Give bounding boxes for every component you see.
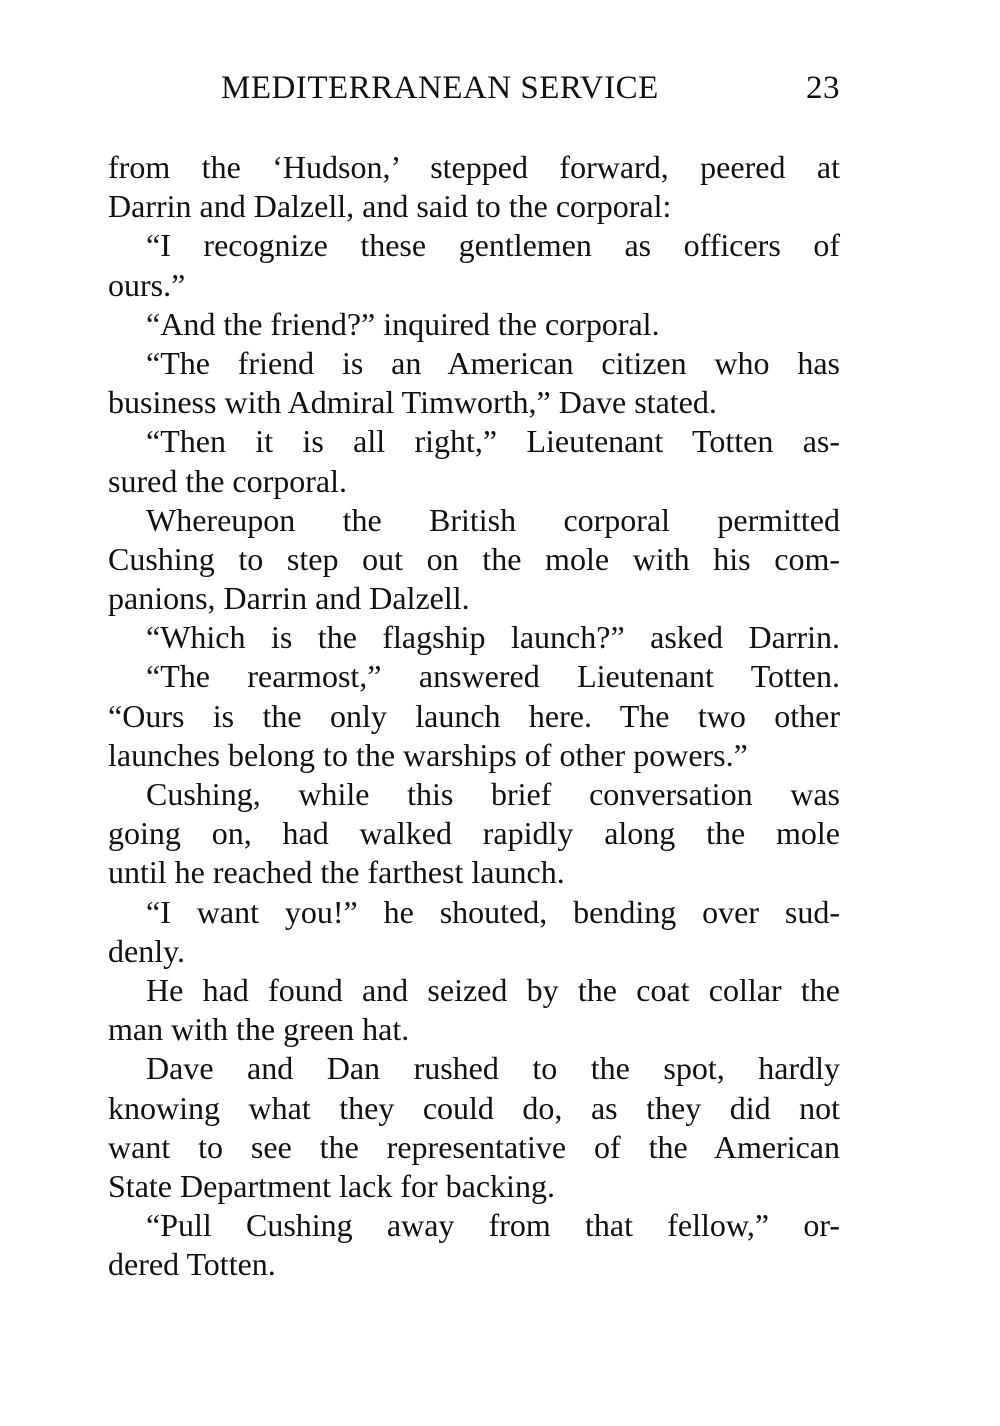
text-line: “Ours is the only launch here. The two other [108,697,840,734]
running-title: MEDITERRANEAN SERVICE [221,70,659,106]
text-line: “Then it is all right,” Lieutenant Totten as- [146,423,840,460]
text-line: knowing what they could do, as they did not [108,1089,840,1126]
text-line: “Pull Cushing away from that fellow,” or- [146,1207,840,1244]
text-line: man with the green hat. [108,1011,410,1048]
text-line: panions, Darrin and Dalzell. [108,580,470,617]
text-line: business with Admiral Timworth,” Dave stated. [108,384,717,421]
text-line: ours.” [108,266,186,303]
text-line: until he reached the farthest launch. [108,854,565,891]
text-line: want to see the representative of the American [108,1128,840,1165]
page-number: 23 [806,70,840,106]
text-line: dered Totten. [108,1246,276,1283]
text-line: Cushing, while this brief conversation was [146,776,840,812]
text-line: State Department lack for backing. [108,1167,555,1204]
text-line: Dave and Dan rushed to the spot, hardly [146,1050,840,1087]
text-line: Darrin and Dalzell, and said to the corporal: [108,188,672,225]
text-line: sured the corporal. [108,462,348,499]
running-head [108,68,840,108]
text-line: Cushing to step out on the mole with his com- [108,540,840,577]
text-line: denly. [108,932,186,969]
text-line: He had found and seized by the coat collar the [146,971,840,1008]
text-line: going on, had walked rapidly along the mole [108,815,840,852]
text-line: “Which is the flagship launch?” asked Darrin. [146,619,840,656]
text-line: “The friend is an American citizen who has [146,344,840,381]
text-line: “The rearmost,” answered Lieutenant Totten. [146,658,840,695]
text-line: from the ‘Hudson,’ stepped forward, peered at [108,149,840,185]
text-line: launches belong to the warships of other powers.” [108,736,748,773]
text-line: “I want you!” he shouted, bending over sud- [146,893,840,930]
text-line: “I recognize these gentlemen as officers of [146,227,840,264]
body-text [108,148,840,1284]
text-line: Whereupon the British corporal permitted [146,501,840,538]
text-line: “And the friend?” inquired the corporal. [146,305,660,342]
